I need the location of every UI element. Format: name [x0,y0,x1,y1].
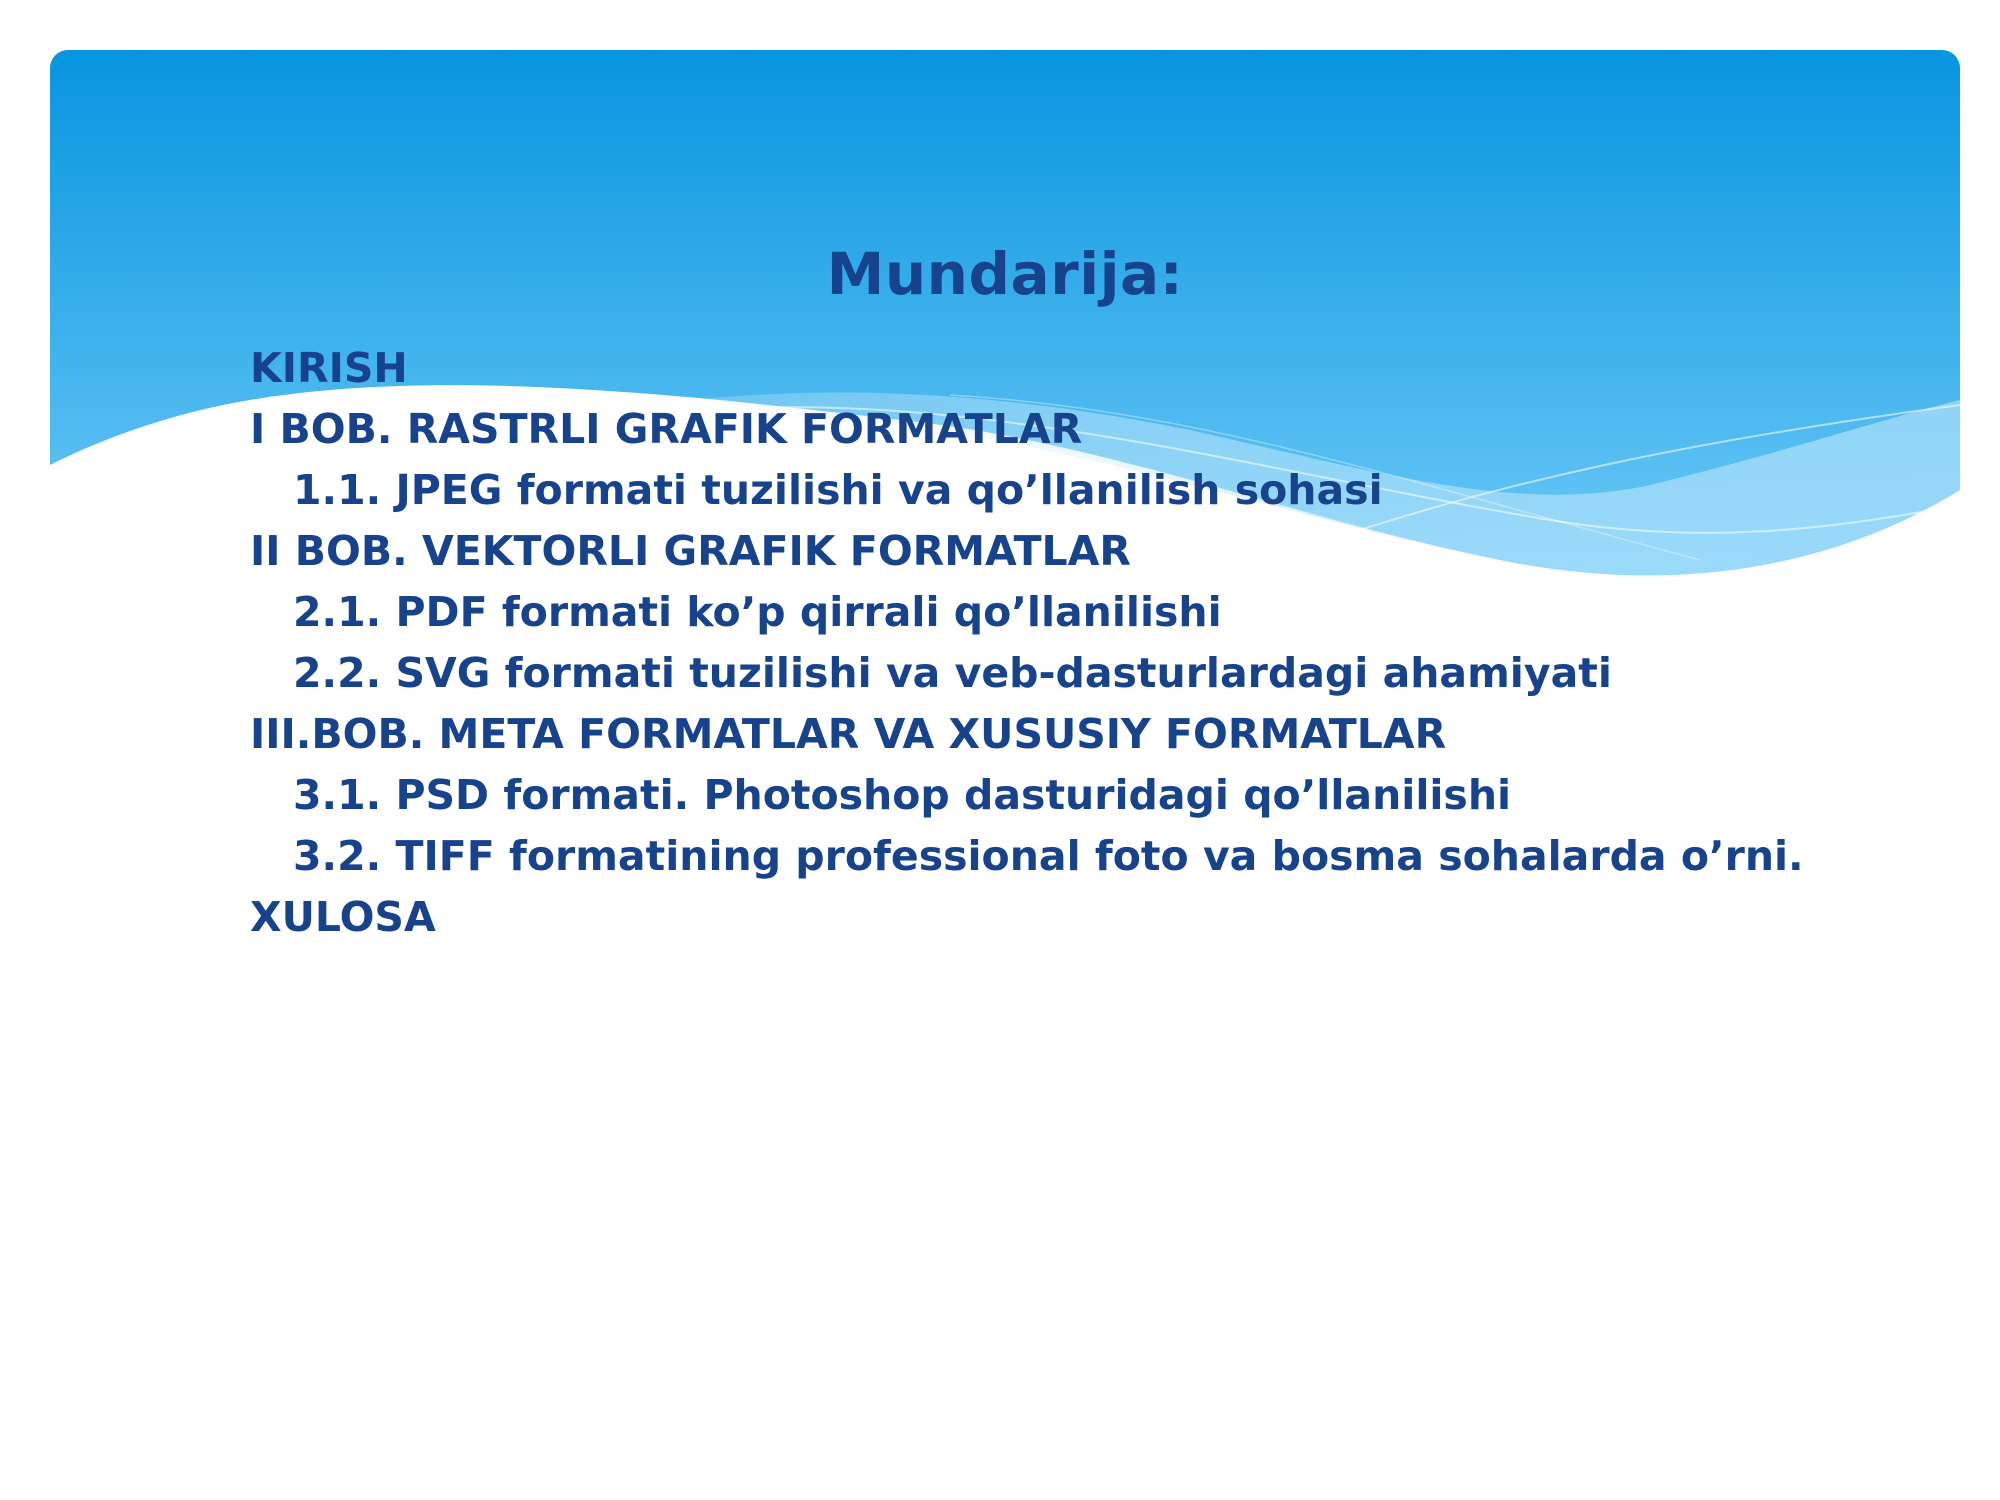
toc-chapter-item: III.BOB. META FORMATLAR VA XUSUSIY FORMATLAR [250,710,1447,758]
toc-subsection-item: 2.1. PDF formati ko’p qirrali qo’llanilishi [293,588,1222,636]
toc-subsection-item: 3.1. PSD formati. Photoshop dasturidagi qo’llanilishi [293,771,1512,819]
toc-chapter-item: XULOSA [250,893,436,941]
slide-title: Mundarija: [826,240,1184,308]
slide [50,50,1960,1450]
table-of-contents [250,338,1804,948]
toc-chapter-item: KIRISH [250,344,408,392]
toc-subsection-item: 2.2. SVG formati tuzilishi va veb-dasturlardagi ahamiyati [293,649,1612,697]
toc-subsection-item: 1.1. JPEG formati tuzilishi va qo’llanilish sohasi [293,466,1383,514]
toc-subsection-item: 3.2. TIFF formatining professional foto va bosma sohalarda o’rni. [293,832,1804,880]
toc-chapter-item: II BOB. VEKTORLI GRAFIK FORMATLAR [250,527,1131,575]
toc-chapter-item: I BOB. RASTRLI GRAFIK FORMATLAR [250,405,1083,453]
